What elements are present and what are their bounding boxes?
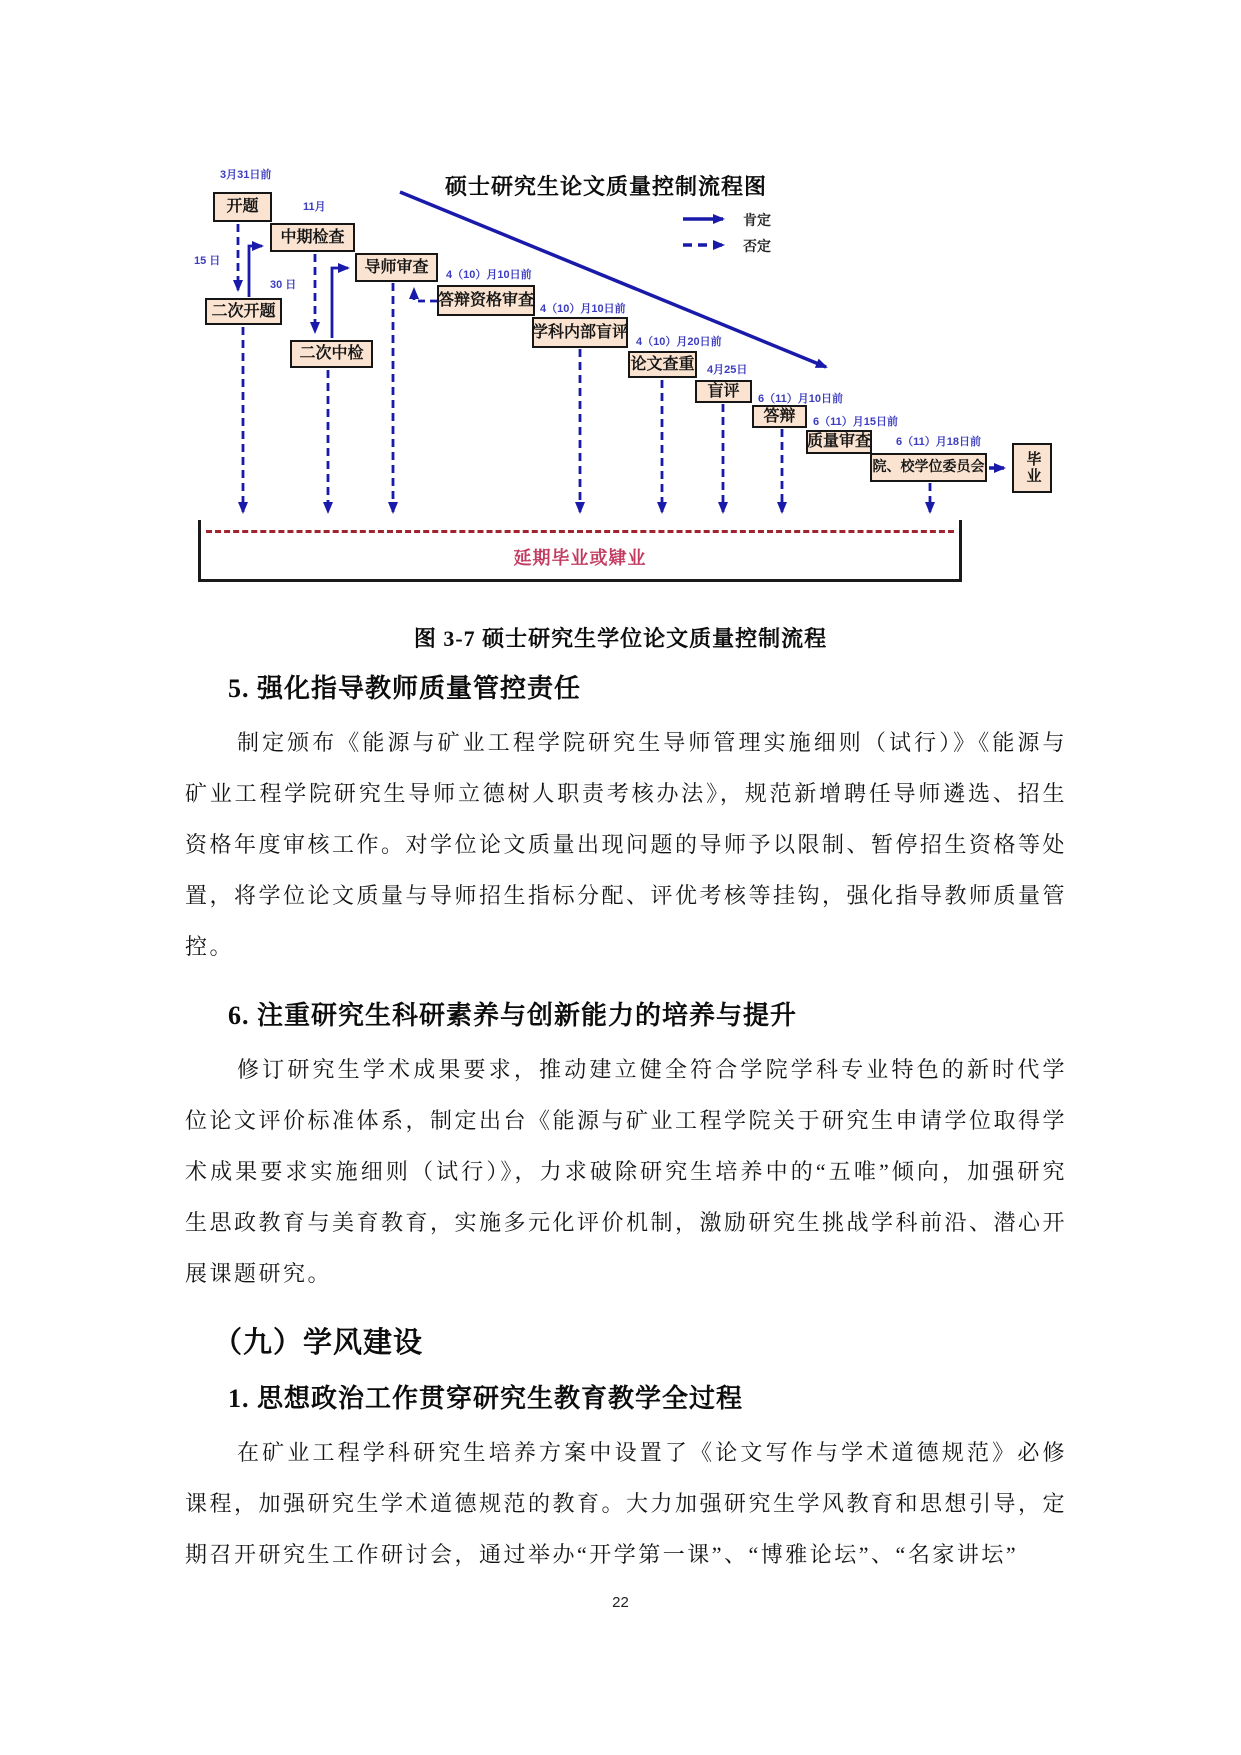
heading-section-9: （九）学风建设 [213,1327,424,1359]
flow-node-label: 二次开题 [211,302,276,320]
flow-node-label: 答辩资格审查 [438,291,535,309]
flow-node-label: 答辩 [763,407,796,425]
paragraph-section-6: 修订研究生学术成果要求，推动建立健全符合学院学科专业特色的新时代学位论文评价标准体系，制定出台《能源与矿业工程学院关于研究生申请学位取得学术成果要求实施细则（试行）》，力求破除研究生培养中的“五唯”倾向，加强研究生思政教育与美育教育，实施多元化评价机制，激励研究生挑战学科前沿、潜心开展课题研究。 [185,1057,1068,1286]
flow-node-label: 导师审查 [364,258,429,276]
flow-node-label: 论文查重 [630,355,695,373]
flow-node-graduation [1012,443,1052,493]
thesis-quality-flowchart [0,140,1241,610]
arrow-second-proposal-to-midterm [249,246,262,297]
paragraph-section-9-1: 在矿业工程学科研究生培养方案中设置了《论文写作与学术道德规范》必修课程，加强研究生学术道德规范的教育。大力加强研究生学风教育和思想引导，定期召开研究生工作研讨会，通过举办“开学第一课”、“博雅论坛”、“名家讲坛” [185,1440,1068,1567]
date-label-plagiarism: 4月25日 [707,364,748,376]
date-label-proposal: 3月31日前 [220,169,272,181]
figure-caption: 图 3-7 硕士研究生学位论文质量控制流程 [413,626,828,651]
deferred-dashed-line [206,530,954,533]
date-label-defense: 6（11）月15日前 [813,416,898,428]
flow-node-label: 质量审查 [807,433,872,450]
flow-node-midterm-check [270,223,355,252]
flow-node-second-midcheck [290,340,373,368]
flow-node-label: 院、校学位委员会 [872,459,985,475]
date-label-internal-blind: 4（10）月20日前 [636,336,722,348]
arrow-qualification-fail-back [414,289,437,301]
date-label-supervisor-review: 4（10）月10日前 [446,269,532,281]
date-label-30-days: 30 日 [270,279,297,291]
legend-negative-label: 否定 [743,240,771,255]
date-label-qualification: 4（10）月10日前 [540,303,626,315]
flow-node-internal-blind-review [532,317,628,348]
flow-node-label: 学科内部盲评 [532,323,629,341]
date-label-15-days: 15 日 [194,255,221,267]
heading-section-5: 5. 强化指导教师质量管控责任 [228,674,582,703]
flow-node-quality-review [806,430,872,454]
flow-node-label: 开题 [226,198,259,215]
arrow-second-midcheck-to-supervisor [332,268,348,338]
flow-node-defense-qualification-review [437,285,535,316]
date-label-blind-review: 6（11）月10日前 [758,393,843,405]
flow-node-label: 盲评 [707,382,740,400]
document-body [185,671,1067,1580]
deferred-graduation-label: 延期毕业或肄业 [513,548,647,568]
flow-node-blind-review [695,380,752,403]
flow-node-degree-committee [870,453,987,482]
flow-node-defense [752,405,807,428]
paragraph-section-5: 制定颁布《能源与矿业工程学院研究生导师管理实施细则（试行）》《能源与矿业工程学院研究生导师立德树人职责考核办法》，规范新增聘任导师遴选、招生资格年度审核工作。对学位论文质量出现问题的导师予以限制、暂停招生资格等处置，将学位论文质量与导师招生指标分配、评优考核等挂钩，强化指导教师质量管控。 [185,730,1068,959]
flow-node-supervisor-review [355,253,438,282]
flow-node-label: 毕业 [1024,451,1041,485]
flow-node-label: 中期检查 [280,228,345,246]
flow-node-plagiarism-check [628,351,697,378]
flow-node-proposal [213,192,272,222]
date-label-quality-review: 6（11）月18日前 [896,436,981,448]
flow-node-second-proposal [205,298,282,325]
flow-node-label: 二次中检 [299,345,364,362]
heading-section-9-1: 1. 思想政治工作贯穿研究生教育教学全过程 [228,1384,744,1413]
legend-positive-label: 肯定 [743,214,771,229]
date-label-midterm: 11月 [303,201,326,213]
flowchart-title: 硕士研究生论文质量控制流程图 [445,174,768,199]
heading-section-6: 6. 注重研究生科研素养与创新能力的培养与提升 [228,1001,798,1030]
page-number: 22 [612,1594,629,1611]
deferred-graduation-box [198,520,962,582]
